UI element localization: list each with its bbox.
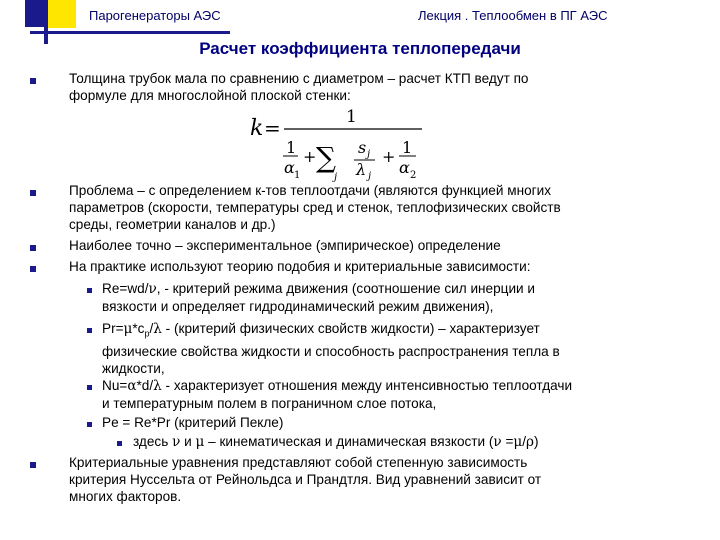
sub-bullet-prandtl	[102, 320, 560, 377]
text-line: физические свойства жидкости и способность распространения тепла в	[102, 343, 560, 359]
slide-title: Расчет коэффициента теплопередачи	[199, 39, 521, 58]
header-decoration-horizontal-bar	[30, 31, 230, 34]
sub-bullet-peclet	[102, 414, 283, 431]
header-course-title: Парогенераторы АЭС	[89, 8, 221, 23]
sub-bullet-marker	[87, 328, 92, 333]
bullet-marker	[30, 462, 36, 468]
formula-sigma: ∑	[316, 141, 336, 174]
text-line: Проблема – с определением к-тов теплоотдачи (являются функцией многих	[69, 183, 551, 198]
bullet-1-text	[69, 70, 529, 104]
formula-sum-index: j	[334, 172, 338, 182]
formula-sub-1: 1	[294, 170, 301, 181]
text-line: формуле для многослойной плоской стенки:	[69, 88, 351, 103]
formula-lambda-index: j	[368, 171, 372, 182]
header-decoration-yellow-square	[48, 0, 76, 28]
text-line: На практике используют теорию подобия и критериальные зависимости:	[69, 259, 531, 274]
sub-bullet-reynolds	[102, 280, 535, 315]
formula-plus-2: +	[382, 147, 396, 166]
formula-inner-one-2: 1	[402, 138, 413, 157]
header-decoration-vertical-bar	[44, 0, 48, 44]
text-line: критерия Нуссельта от Рейнольдса и Прандтля. Вид уравнений зависит от	[69, 472, 542, 487]
bullet-marker	[30, 190, 36, 196]
text-line: Re=wd/ν, - критерий режима движения (соотношение сил инерции и	[102, 281, 536, 297]
text-line: жидкости,	[102, 360, 165, 376]
formula-inner-one-1: 1	[286, 138, 297, 157]
formula-equals: =	[264, 116, 281, 140]
formula-s-index: j	[367, 149, 371, 160]
bullet-3-text	[69, 237, 501, 254]
bullet-4-text	[69, 258, 531, 275]
header-lecture-title: Лекция . Теплообмен в ПГ АЭС	[418, 8, 608, 23]
bullet-marker	[30, 245, 36, 251]
heat-transfer-formula	[250, 104, 440, 182]
text-line: $Pr=\mu*c_p/\lambda$ - (критерий физических свойств жидкости) – характеризует	[102, 321, 540, 339]
text-line: многих факторов.	[69, 489, 182, 504]
bullet-5-text	[69, 454, 541, 505]
text-line: Наиболее точно – экспериментальное (эмпирическое) определение	[69, 238, 501, 253]
formula-plus-1: +	[303, 147, 317, 166]
bullet-marker	[30, 266, 36, 272]
bullet-2-text	[69, 182, 561, 233]
formula-alpha-1: α	[284, 158, 295, 177]
text-line: здесь ν и μ – кинематическая и динамическая вязкости (ν =μ/ρ)	[133, 434, 539, 450]
text-line: параметров (скорости, температуры сред и стенок, теплофизических свойств	[69, 200, 561, 215]
sub-sub-bullet-viscosity	[133, 433, 539, 451]
text-line: среды, геометрии каналов и др.)	[69, 217, 276, 232]
formula-k: k	[250, 116, 264, 141]
formula-sub-2: 2	[410, 170, 417, 181]
formula-s: s	[358, 138, 367, 157]
text-line: Nu=α*d/λ - характеризует отношения между интенсивностью теплоотдачи	[102, 378, 573, 394]
formula-lambda: λ	[356, 160, 367, 179]
sub-bullet-marker	[87, 422, 92, 427]
text-line: Критериальные уравнения представляют собой степенную зависимость	[69, 455, 528, 470]
text-line: вязкости и определяет гидродинамический режим движения),	[102, 299, 494, 314]
text-line: и температурным полем в пограничном слое потока,	[102, 396, 437, 411]
sub-bullet-nusselt	[102, 377, 572, 412]
sub-sub-bullet-marker	[117, 441, 122, 446]
bullet-marker	[30, 78, 36, 84]
sub-bullet-marker	[87, 288, 92, 293]
formula-numerator: 1	[346, 107, 357, 127]
text-line: Толщина трубок мала по сравнению с диаметром – расчет КТП ведут по	[69, 71, 529, 86]
formula-alpha-2: α	[399, 158, 410, 177]
sub-bullet-marker	[87, 385, 92, 390]
text-line: Pe = Re*Pr (критерий Пекле)	[102, 415, 284, 430]
